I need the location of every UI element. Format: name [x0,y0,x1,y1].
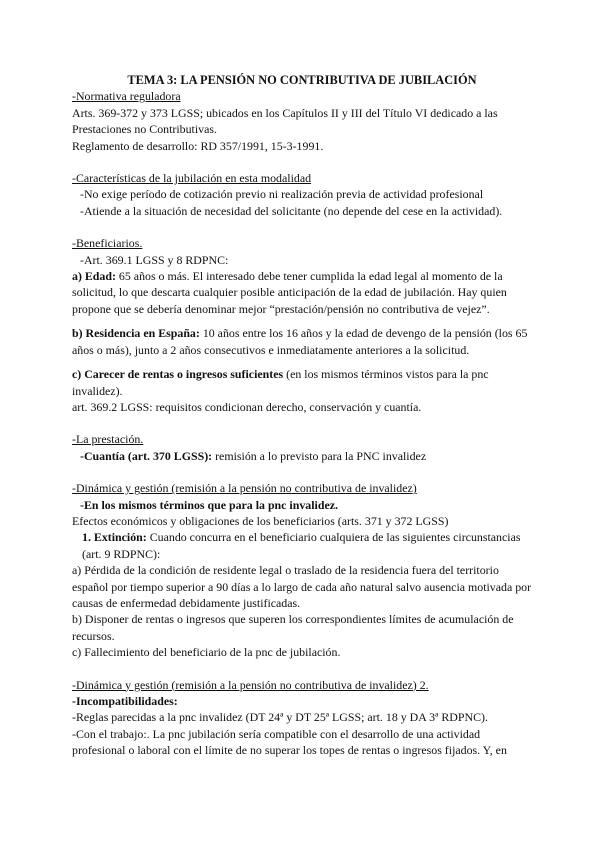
paragraph-extincion [72,529,532,562]
paragraph-cuantia [72,448,532,464]
paragraph: -Con el trabajo:. La pnc jubilación sería compatible con el desarrollo de una actividad profesional o laboral con el límite de no superar los topes de rentas o ingresos fijados. Y, en [72,726,507,758]
text-residencia: 10 años entre los 16 años y la edad de devengo de la pensión (los 65 años o más), junto a 2 años consecutivos e inmediatamente anteriores a la solicitud. [72,326,528,357]
list-item: -No exige período de cotización previo ni realización previa de actividad profesional [80,187,484,202]
document-page [72,72,532,759]
paragraph-rentas [72,366,532,399]
label-edad: a) Edad: [72,269,116,284]
list-item: a) Pérdida de la condición de residente legal o traslado de la residencia fuera del territorio español por tiempo superior a 90 días a lo largo de cada año natural salvo ausencia motivada por causas de enfermedad debidamente justificadas. [72,563,532,610]
label-rentas: c) Carecer de rentas o ingresos suficientes [72,367,284,382]
text-rentas: (en los mismos términos vistos para la pnc invalidez). [72,367,489,398]
section-heading-normativa: -Normativa reguladora [72,89,181,104]
section-heading-prestacion: -La prestación. [72,432,144,447]
section-heading-caracteristicas: -Características de la jubilación en esta modalidad [72,171,312,186]
paragraph: Arts. 369-372 y 373 LGSS; ubicados en los Capítulos II y III del Título VI dedicado a las Prestaciones no Contributivas. [72,105,498,137]
paragraph: Efectos económicos y obligaciones de los beneficiarios (arts. 371 y 372 LGSS) [72,513,449,528]
paragraph: -Reglas parecidas a la pnc invalidez (DT 24ª y DT 25ª LGSS; art. 18 y DA 3ª RDPNC). [72,710,488,725]
text-cuantia: remisión a lo previsto para la PNC invalidez [212,448,427,463]
paragraph: -Art. 369.1 LGSS y 8 RDPNC: [80,252,229,267]
label-incompatibilidades: -Incompatibilidades: [72,694,178,708]
paragraph: art. 369.2 LGSS: requisitos condicionan derecho, conservación y cuantía. [72,399,422,414]
section-heading-dinamica-2: -Dinámica y gestión (remisión a la pensión no contributiva de invalidez) 2. [72,677,429,692]
label-cuantia: -Cuantía (art. 370 LGSS): [80,448,213,463]
paragraph-residencia [72,325,532,358]
label-residencia: b) Residencia en España: [72,326,200,341]
text-edad: 65 años o más. El interesado debe tener cumplida la edad legal al momento de la solicitud, lo que descarta cualquier posible anticipación de la edad de jubilación. Hay quien propone que se debería denominar mejor “prestación/pensión no contributiva de vejez”. [72,269,507,316]
page-title: TEMA 3: LA PENSIÓN NO CONTRIBUTIVA DE JUBILACIÓN [127,73,477,87]
label-extincion: 1. Extinción: [82,530,147,545]
section-heading-beneficiarios: -Beneficiarios. [72,236,143,251]
paragraph: Reglamento de desarrollo: RD 357/1991, 15-3-1991. [72,138,324,153]
list-item: b) Disponer de rentas o ingresos que superen los correspondientes límites de acumulación de recursos. [72,612,514,643]
list-item: c) Fallecimiento del beneficiario de la pnc de jubilación. [72,645,341,660]
section-heading-dinamica: -Dinámica y gestión (remisión a la pensión no contributiva de invalidez) [72,481,417,496]
subheading: -En los mismos términos que para la pnc invalidez. [80,497,338,512]
text-extincion: Cuando concurra en el beneficiario cualquiera de las siguientes circunstancias (art. 9 RDPNC): [82,530,521,561]
list-item: -Atiende a la situación de necesidad del solicitante (no depende del cese en la actividad). [80,203,503,218]
paragraph-edad [72,268,532,317]
